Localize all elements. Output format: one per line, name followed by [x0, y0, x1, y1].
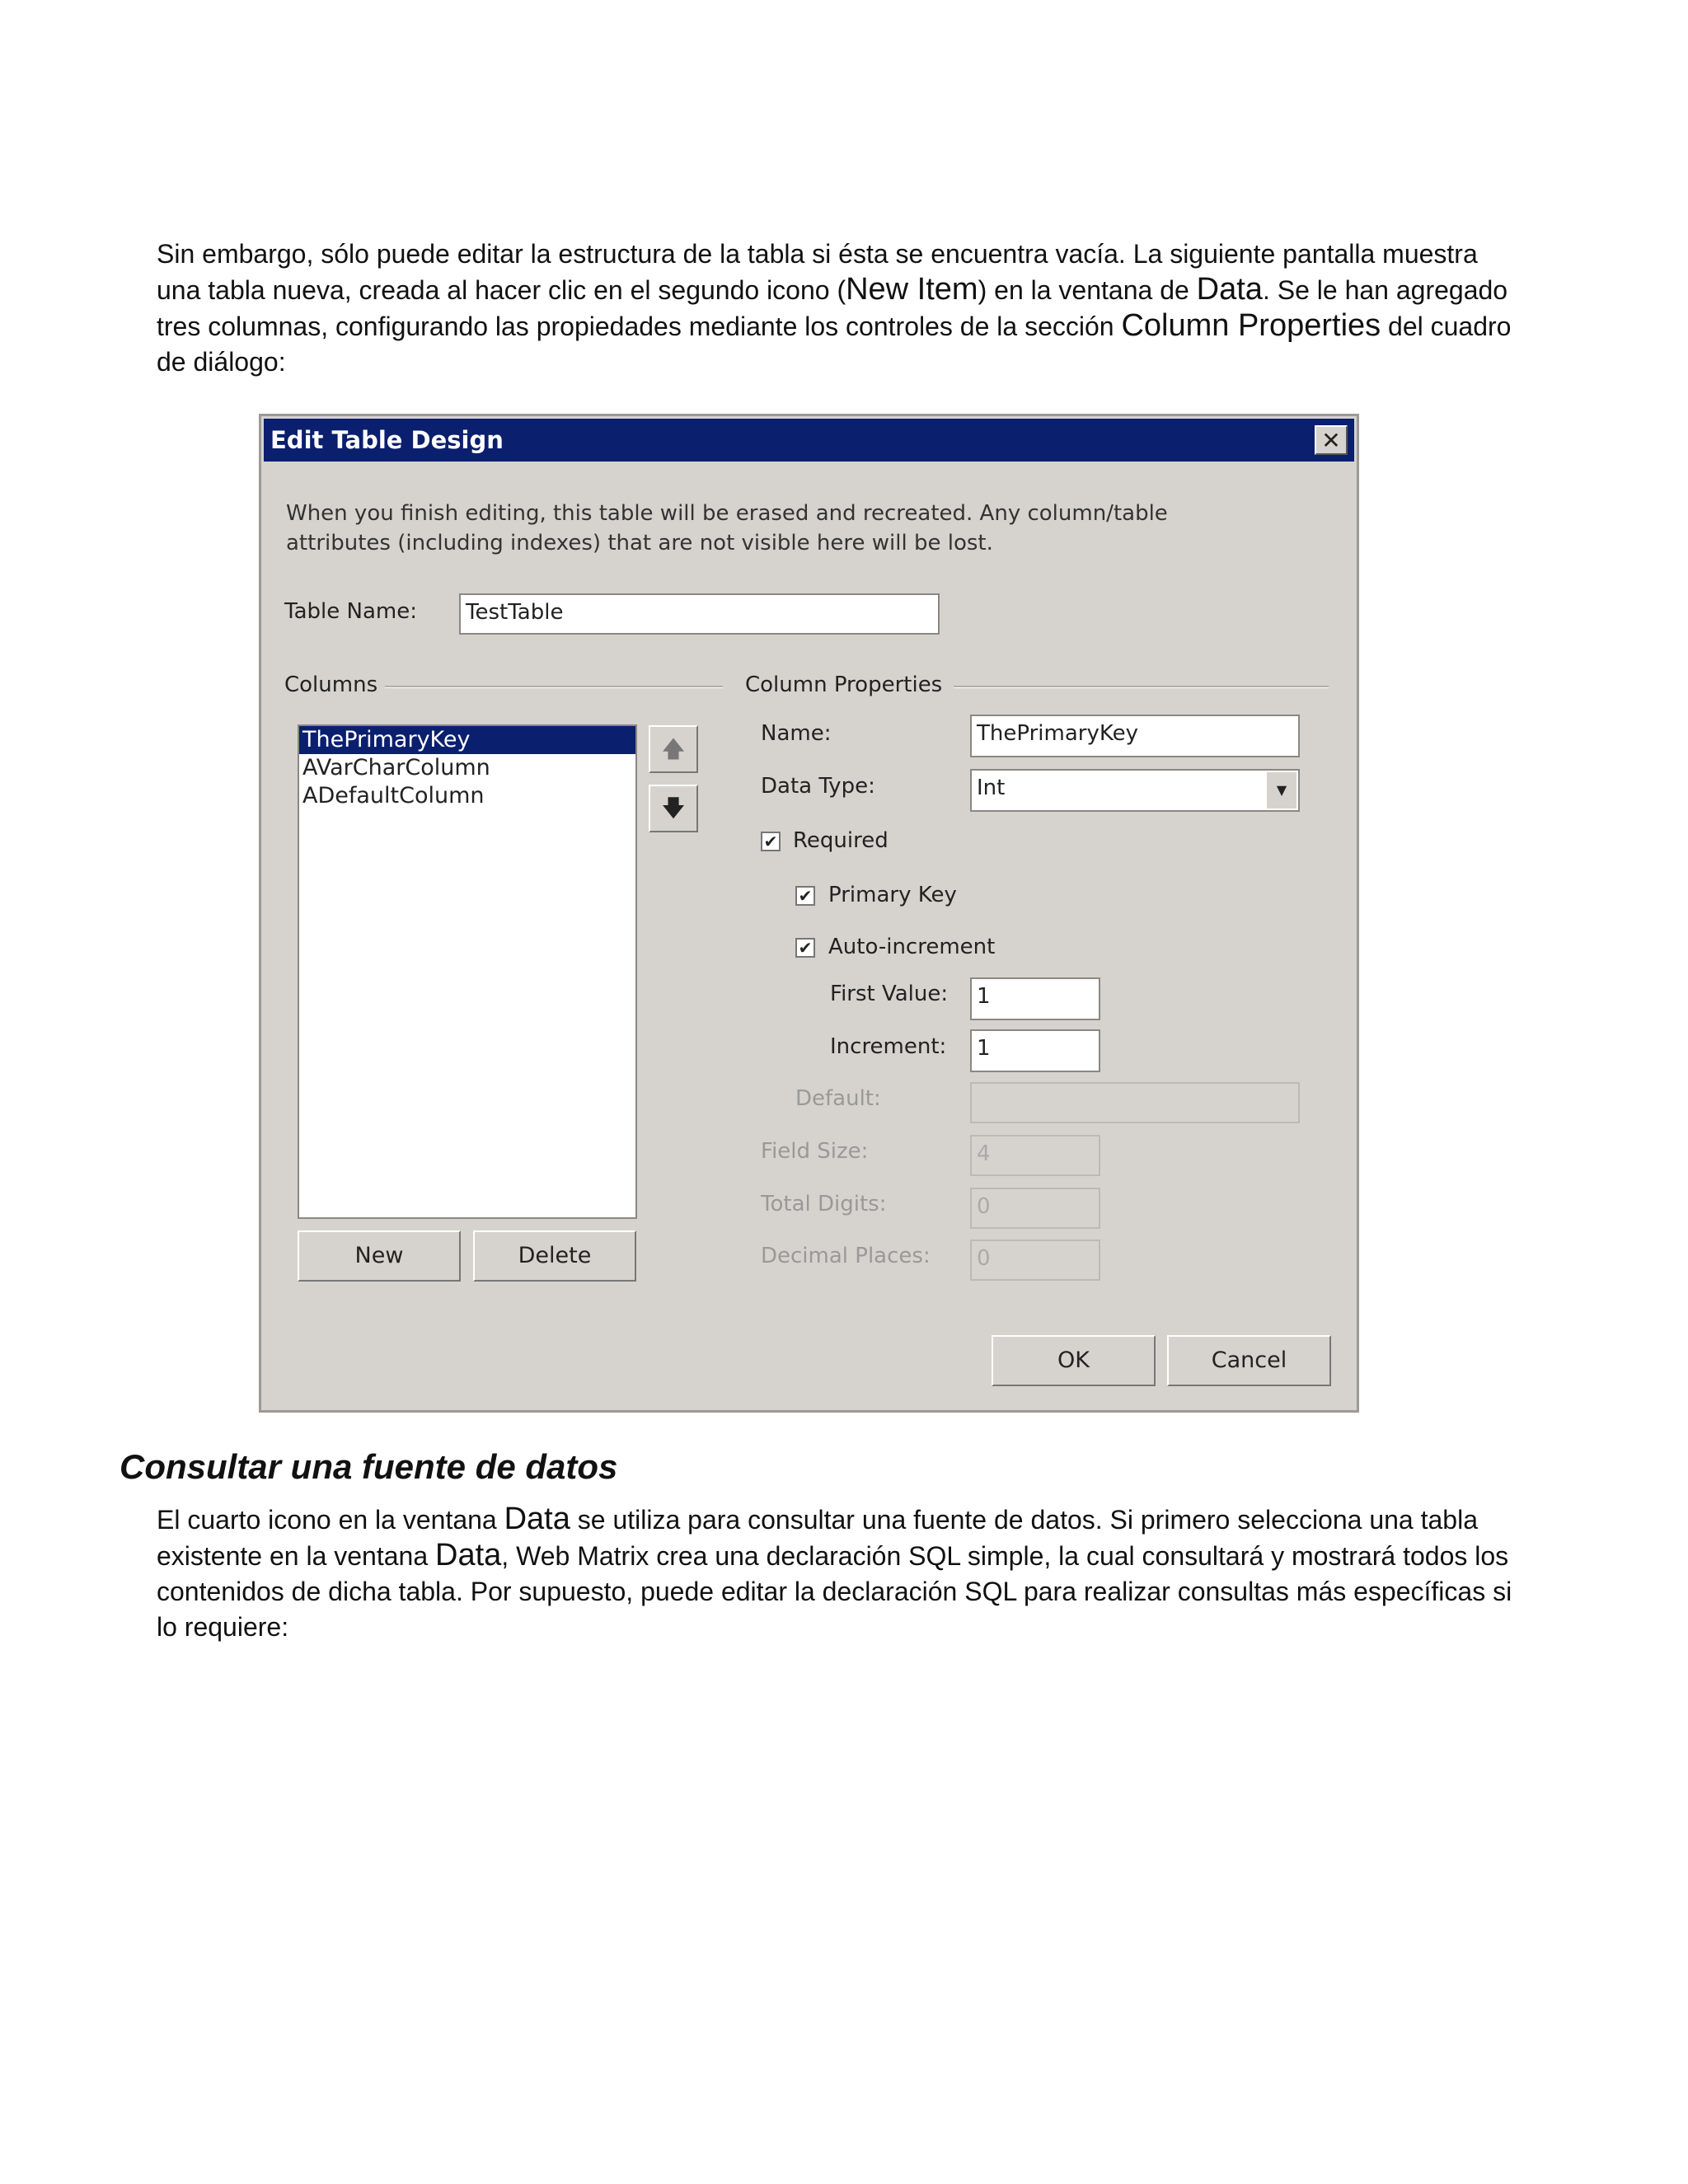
data-type-value: Int [977, 776, 1006, 800]
columns-group-label: Columns [284, 673, 378, 697]
dialog-notice: When you finish editing, this table will be erased and recreated. Any column/table attributes (including indexes) that are not visible here will be lost. [286, 501, 1168, 555]
chevron-down-icon[interactable]: ▼ [1265, 772, 1296, 808]
decimal-places-label: Decimal Places: [761, 1244, 931, 1268]
column-list-item[interactable]: AVarCharColumn [302, 755, 490, 780]
primary-key-checkbox[interactable]: ✔ [795, 886, 815, 906]
required-checkbox[interactable]: ✔ [761, 832, 781, 851]
new-item-term: New Item [846, 272, 978, 307]
intro-text: . Se le han agregado tres columnas, configurando las propiedades mediante los controles de la sección [157, 275, 1508, 341]
delete-column-button[interactable]: Delete [473, 1230, 636, 1282]
total-digits-label: Total Digits: [761, 1192, 887, 1216]
total-digits-input[interactable]: 0 [970, 1188, 1100, 1229]
column-name-input[interactable]: ThePrimaryKey [970, 715, 1300, 757]
data-term: Data [504, 1502, 570, 1536]
increment-input[interactable]: 1 [970, 1029, 1100, 1072]
field-size-label: Field Size: [761, 1139, 869, 1164]
first-value-input[interactable]: 1 [970, 977, 1100, 1020]
close-icon: ✕ [1321, 427, 1341, 454]
name-label: Name: [761, 721, 832, 746]
intro-text: ) en la ventana de [978, 275, 1197, 305]
column-properties-group-label: Column Properties [745, 673, 943, 697]
dialog-titlebar [264, 419, 1354, 462]
section-text: se utiliza para consultar una fuente de datos. Si primero selecciona una tabla existente en la ventana [157, 1505, 1478, 1571]
move-down-button[interactable] [649, 785, 698, 832]
intro-text: del cuadro de diálogo: [157, 312, 1512, 377]
intro-text: Sin embargo, sólo puede editar la estructura de la tabla si ésta se encuentra vacía. La siguiente pantalla muestra una tabla nueva, creada al hacer clic en el segundo icono ( [157, 239, 1478, 305]
required-label: Required [793, 828, 889, 853]
close-button[interactable] [1315, 425, 1348, 455]
arrow-down-icon: 🡇 [661, 794, 686, 822]
data-term: Data [1196, 272, 1263, 307]
default-label: Default: [795, 1086, 881, 1111]
auto-increment-checkbox[interactable]: ✔ [795, 938, 815, 958]
cancel-button[interactable]: Cancel [1167, 1335, 1331, 1386]
move-up-button[interactable] [649, 725, 698, 773]
new-column-button[interactable]: New [298, 1230, 461, 1282]
first-value-label: First Value: [830, 982, 949, 1006]
column-list-item[interactable]: ADefaultColumn [302, 783, 485, 808]
table-name-input[interactable]: TestTable [459, 593, 940, 635]
arrow-up-icon: 🡅 [661, 735, 686, 762]
section-text: El cuarto icono en la ventana [157, 1505, 504, 1535]
table-name-label: Table Name: [284, 599, 417, 624]
properties-divider [954, 686, 1329, 688]
data-type-select[interactable] [970, 769, 1300, 812]
primary-key-label: Primary Key [828, 883, 957, 907]
columns-divider [385, 686, 723, 688]
column-properties-term: Column Properties [1121, 308, 1381, 343]
edit-table-design-dialog [259, 414, 1359, 1413]
ok-button[interactable]: OK [992, 1335, 1156, 1386]
intro-paragraph [157, 237, 1525, 380]
section-paragraph [157, 1502, 1525, 1645]
decimal-places-input[interactable]: 0 [970, 1240, 1100, 1281]
default-input[interactable] [970, 1082, 1300, 1123]
section-text: , Web Matrix crea una declaración SQL simple, la cual consultará y mostrará todos los contenidos de dicha tabla. Por supuesto, puede editar la declaración SQL para realizar consultas más específicas si lo requiere: [157, 1541, 1512, 1642]
auto-increment-label: Auto-increment [828, 935, 996, 959]
data-term: Data [435, 1538, 502, 1572]
column-list-item[interactable]: ThePrimaryKey [299, 726, 635, 754]
dialog-title: Edit Table Design [270, 426, 504, 454]
section-heading: Consultar una fuente de datos [120, 1447, 618, 1486]
field-size-input[interactable]: 4 [970, 1135, 1100, 1176]
increment-label: Increment: [830, 1034, 947, 1059]
columns-listbox[interactable] [298, 724, 637, 1219]
data-type-label: Data Type: [761, 774, 875, 799]
